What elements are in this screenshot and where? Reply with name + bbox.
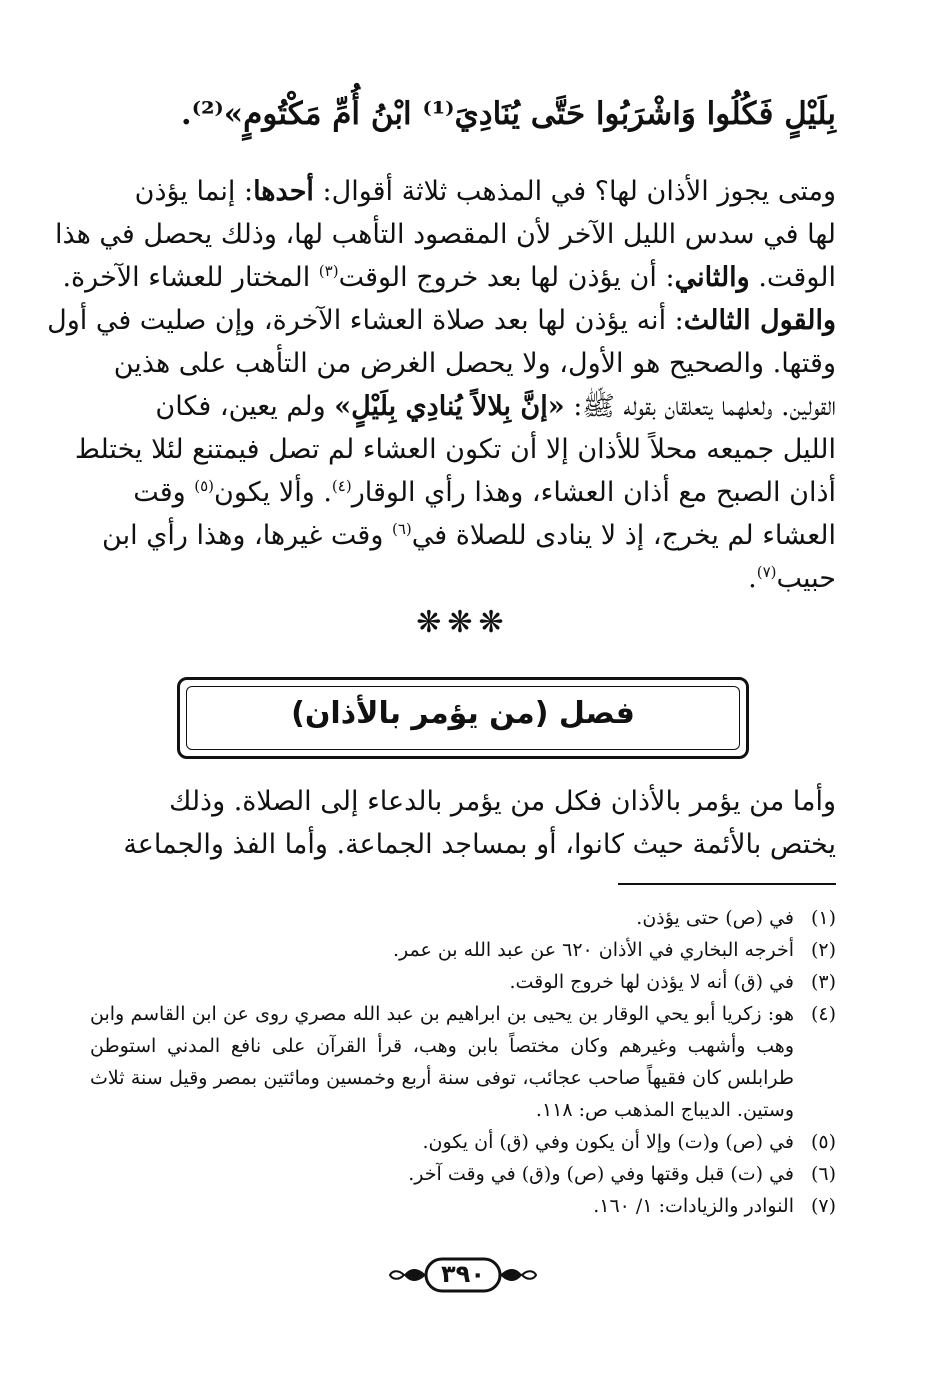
- paragraph2-line: وأما من يؤمر بالأذان فكل من يؤمر بالدعاء إلى الصلاة. وذلك: [169, 786, 836, 817]
- paragraph1-line: حبيب$^{(٧)}$.: [748, 563, 836, 594]
- bold-term: والثاني: [674, 262, 750, 293]
- section-separator: ❋❋❋: [416, 605, 510, 640]
- page-number: ٣٩٠: [441, 1260, 485, 1288]
- paragraph1-line: وقتها. والصحيح هو الأول، ولا يحصل الغرض من التأهب على هذين: [113, 348, 836, 379]
- footnote-number: (٦): [810, 1163, 836, 1185]
- footnote-text: في (ت) قبل وقتها وفي (ص) و(ق) في وقت آخر.: [408, 1163, 794, 1185]
- footnote-divider: [618, 883, 836, 885]
- footnote-ref: (٥): [194, 477, 215, 495]
- footnote: [90, 1190, 836, 1222]
- footnote-ref: (٦): [391, 520, 412, 538]
- paragraph-who-calls-adhan: [90, 780, 836, 866]
- page: [47, 80, 836, 1300]
- hadith-verse-line: بِلَيْلٍ فَكُلُوا وَاشْرَبُوا حَتَّى يُنَادِيَ⁽¹⁾ ابْنُ أُمِّ مَكْتُومٍ»⁽²⁾.: [180, 96, 836, 132]
- paragraph1-line: العشاء لم يخرج، إذ لا ينادى للصلاة في$^{(٦)}$ وقت غيرها، وهذا رأي ابن: [102, 520, 836, 551]
- paragraph1-line: والقول الثالث: أنه يؤذن لها بعد صلاة العشاء الآخرة، وإن صليت في أول: [47, 305, 836, 336]
- footnote: [90, 966, 836, 998]
- section-title: فصل (من يؤمر بالأذان): [291, 696, 635, 731]
- footnote-number: (٥): [810, 1131, 836, 1153]
- footnote-ref: (٣): [318, 262, 339, 280]
- footnote-text: في (ص) حتى يؤذن.: [636, 907, 794, 929]
- footnote: [90, 902, 836, 934]
- footnote-text: هو: زكريا أبو يحي الوقار بن يحيى بن ابراهيم بن عبد الله مصري روى عن ابن القاسم وابن وهب وأشهب وغيرهم وكان مختصاً بابن وهب، قرأ القرآن على نافع المدني استوطن طرابلس كان فقيهاً صاحب عجائب، توفى سنة أربع وخمسين ومائتين بمصر وقيل سنة ثلاث وستين. الديباج المذهب ص: ١١٨.: [90, 1003, 794, 1121]
- paragraph1-line: الليل جميعه محلاً للأذان إلا أن تكون العشاء لم تصل فيمتنع لئلا يختلط: [74, 434, 836, 465]
- paragraph-adhan-timing: [47, 170, 836, 600]
- bold-term: «إنَّ بِلالاً يُنادِي بِلَيْلٍ»: [334, 391, 565, 422]
- section-heading-frame: [177, 677, 749, 759]
- paragraph2-line: يختص بالأئمة حيث كانوا، أو بمساجد الجماعة. وأما الفذ والجماعة: [123, 829, 836, 860]
- footnote-text: في (ص) و(ت) وإلا أن يكون وفي (ق) أن يكون.: [422, 1131, 794, 1153]
- page-number-ornament: [388, 1255, 538, 1295]
- footnote-text: أخرجه البخاري في الأذان ٦٢٠ عن عبد الله بن عمر.: [392, 939, 794, 961]
- footnote-number: (٣): [810, 971, 836, 993]
- paragraph1-line: الوقت. والثاني: أن يؤذن لها بعد خروج الوقت$^{(٣)}$ المختار للعشاء الآخرة.: [62, 262, 836, 293]
- footnote-number: (٤): [810, 1003, 836, 1025]
- footnotes: [90, 902, 836, 1222]
- bold-term: والقول الثالث: [683, 305, 836, 336]
- paragraph1-line: لها في سدس الليل الآخر لأن المقصود التأهب لها، وذلك يحصل في هذا: [54, 219, 836, 250]
- footnote-number: (٢): [810, 939, 836, 961]
- footnote: [90, 998, 836, 1126]
- paragraph1-line: القولين. ولعلهما يتعلقان بقوله ﷺ: «إنَّ بِلالاً يُنادِي بِلَيْلٍ» ولم يعين، فكان: [155, 391, 836, 422]
- paragraph1-line: أذان الصبح مع أذان العشاء، وهذا رأي الوقار$^{(٤)}$. وألا يكون$^{(٥)}$ وقت: [133, 477, 836, 508]
- footnote-ref: (٤): [331, 477, 352, 495]
- footnote: [90, 1126, 836, 1158]
- paragraph1-line: ومتى يجوز الأذان لها؟ في المذهب ثلاثة أقوال: أحدها: إنما يؤذن: [134, 176, 836, 207]
- footnote-text: في (ق) أنه لا يؤذن لها خروج الوقت.: [509, 971, 794, 993]
- footnote: [90, 1158, 836, 1190]
- footnote-text: النوادر والزيادات: ١/ ١٦٠.: [593, 1195, 794, 1217]
- footnote: [90, 934, 836, 966]
- footnote-number: (١): [810, 907, 836, 929]
- bold-term: أحدها: [253, 176, 314, 207]
- footnote-ref: (٧): [756, 563, 777, 581]
- footnote-number: (٧): [810, 1195, 836, 1217]
